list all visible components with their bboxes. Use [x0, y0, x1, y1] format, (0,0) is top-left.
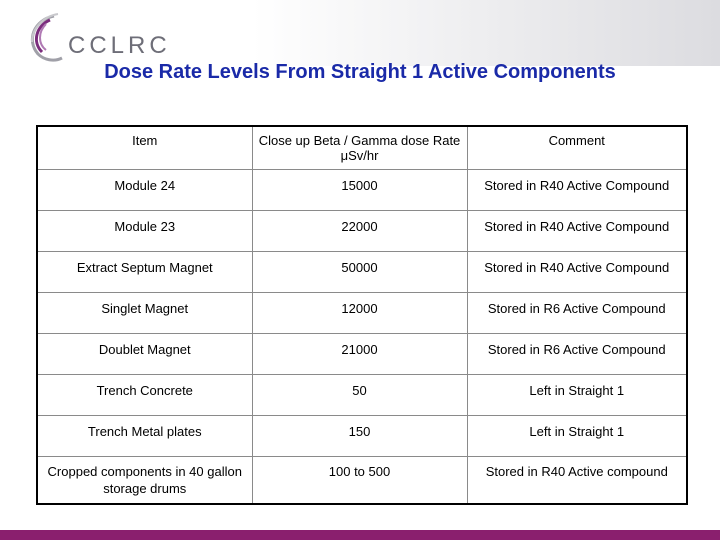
page-title: Dose Rate Levels From Straight 1 Active Components — [104, 61, 616, 83]
header-dose-rate: Close up Beta / Gamma dose Rate μSv/hr — [252, 126, 467, 170]
table-row — [37, 375, 687, 416]
table-row — [37, 334, 687, 375]
table-row — [37, 416, 687, 457]
cell-comment: Left in Straight 1 — [467, 416, 687, 457]
cell-item: Module 24 — [37, 170, 252, 211]
cell-dose-rate: 50000 — [252, 252, 467, 293]
cell-comment: Stored in R40 Active compound — [467, 457, 687, 505]
cell-item: Module 23 — [37, 211, 252, 252]
cell-dose-rate: 100 to 500 — [252, 457, 467, 505]
cell-dose-rate: 50 — [252, 375, 467, 416]
cell-item: Trench Concrete — [37, 375, 252, 416]
table-row — [37, 170, 687, 211]
dose-rate-table — [36, 125, 688, 505]
cell-item: Doublet Magnet — [37, 334, 252, 375]
bottom-accent-bar — [0, 530, 720, 540]
table-header-row — [37, 126, 687, 170]
cell-item: Singlet Magnet — [37, 293, 252, 334]
header-item: Item — [37, 126, 252, 170]
cell-item: Trench Metal plates — [37, 416, 252, 457]
cell-dose-rate: 21000 — [252, 334, 467, 375]
table-row — [37, 252, 687, 293]
cell-dose-rate: 15000 — [252, 170, 467, 211]
cell-dose-rate: 150 — [252, 416, 467, 457]
table-row — [37, 293, 687, 334]
cell-item: Cropped components in 40 gallon storage drums — [37, 457, 252, 505]
logo-text: CCLRC — [68, 32, 171, 59]
cell-item: Extract Septum Magnet — [37, 252, 252, 293]
cell-comment: Stored in R6 Active Compound — [467, 334, 687, 375]
cell-comment: Stored in R40 Active Compound — [467, 252, 687, 293]
header-comment: Comment — [467, 126, 687, 170]
cell-comment: Stored in R40 Active Compound — [467, 211, 687, 252]
cclrc-logo — [24, 10, 194, 66]
table-row — [37, 211, 687, 252]
cell-comment: Stored in R40 Active Compound — [467, 170, 687, 211]
cell-dose-rate: 22000 — [252, 211, 467, 252]
table-row — [37, 457, 687, 505]
cell-comment: Left in Straight 1 — [467, 375, 687, 416]
cell-comment: Stored in R6 Active Compound — [467, 293, 687, 334]
cell-dose-rate: 12000 — [252, 293, 467, 334]
